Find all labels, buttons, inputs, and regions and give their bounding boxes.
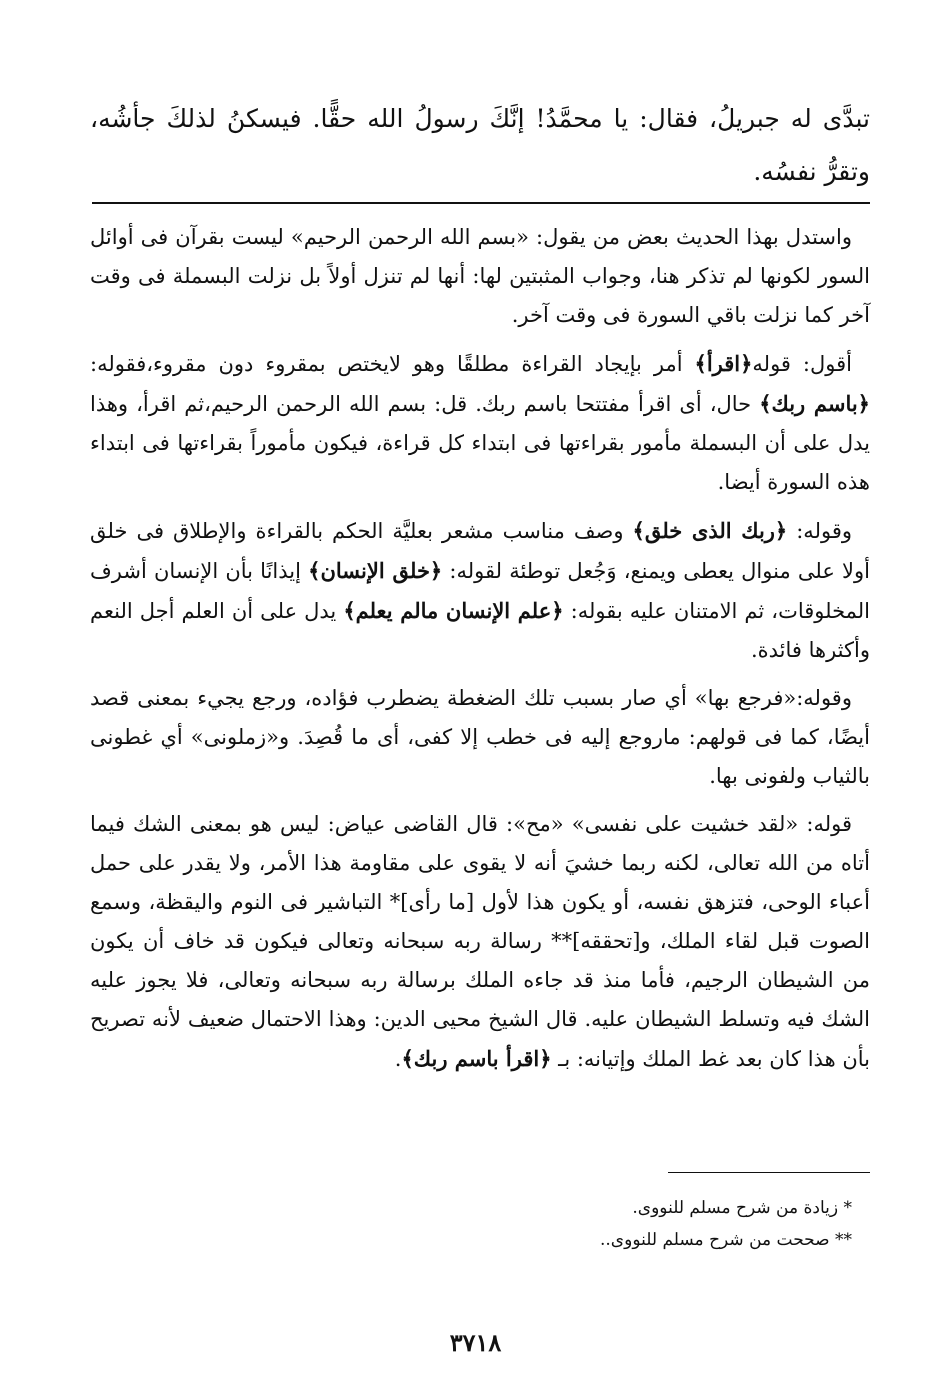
footnote: ** صححت من شرح مسلم للنووى.. xyxy=(600,1230,852,1250)
quran-quote: ﴿علم الإنسان مالم يعلم﴾ xyxy=(343,598,564,623)
footnote: * زيادة من شرح مسلم للنووى. xyxy=(632,1198,852,1218)
text-segment: قوله: «لقد خشيت على نفسى» «مح»: قال القاضى عياض: ليس هو بمعنى الشك فيما أتاه من الله تعالى، لكنه ربما خشيَ أنه لا يقوى على مقاومة هذا الأمر، ولا يقدر على حمل أعباء الوحى، فتزهق نفسه، أو يكون هذا لأول [ما رأى]* التباشير فى النوم واليقظة، وسمع الصوت قبل لقاء الملك، و[تحققه]** رسالة ربه سبحانه وتعالى فيكون قد خاف أن يكون من الشيطان الرجيم، فأما منذ قد جاءه الملك برسالة ربه سبحانه وتعالى، فلا يجوز عليه الشك فيه وتسلط الشيطان عليه. قال الشيخ محيى الدين: وهذا الاحتمال ضعيف لأنه تصريح بأن هذا كان بعد غط الملك وإتيانه: بـ xyxy=(90,812,871,1071)
footnote-rule xyxy=(668,1172,870,1173)
text-segment: إيذانًا بأن الإنسان أشرف المخلوقات، ثم الامتنان عليه بقوله: xyxy=(90,559,871,623)
text-segment: واستدل بهذا الحديث بعض من يقول: «بسم الله الرحمن الرحيم» ليست بقرآن فى أوائل السور لكونها لم تذكر هنا، وجواب المثبتين لها: أنها لم تنزل أولاً بل نزلت البسملة فى وقت آخر كما نزلت باقي السورة فى وقت آخر. xyxy=(90,225,870,327)
quran-quote: ﴿اقرأ﴾ xyxy=(694,351,753,376)
quran-quote: ﴿باسم ربك﴾ xyxy=(759,391,870,416)
separator-rule xyxy=(92,202,870,204)
page-number: ٣٧١٨ xyxy=(449,1328,502,1357)
text-segment: حال، أى اقرأ مفتتحا باسم ربك. قل: بسم الله الرحمن الرحيم،ثم اقرأ، وهذا يدل على أن البسملة مأمور بقراءتها فى ابتداء كل قراءة، فيكون مأموراً بقراءتها فى ابتداء هذه السورة أيضا. xyxy=(90,392,870,494)
commentary xyxy=(90,218,870,1088)
text-segment: وقوله:«فرجع بها» أي صار بسبب تلك الضغطة يضطرب فؤاده، ورجع يجيء بمعنى قصد أيضًا، كما فى قولهم: ماروجع إليه فى خطب إلا كفى، أى ما قُصِدَ. و«زملونى» أي غطونى بالثياب ولفونى بها. xyxy=(90,686,870,788)
paragraph xyxy=(90,805,870,1079)
text-segment: يدل على أن العلم أجل النعم وأكثرها فائدة. xyxy=(90,599,870,662)
paragraph xyxy=(90,218,870,335)
paragraph xyxy=(90,344,870,502)
text-segment: . xyxy=(394,1047,402,1071)
footnotes xyxy=(90,1192,852,1256)
quran-quote: ﴿اقرأ باسم ربك﴾ xyxy=(401,1046,552,1071)
text-segment: أمر بإيجاد القراءة مطلقًا وهو لايختص بمقروء دون مقروء،فقوله: xyxy=(90,352,695,376)
paragraph xyxy=(90,679,870,796)
quran-quote: ﴿ربك الذى خلق﴾ xyxy=(632,518,788,543)
text-segment: وصف مناسب مشعر بعليَّة الحكم بالقراءة والإطلاق فى خلق أولا على منوال يعطى ويمنع، وَجُعل توطئة لقوله: xyxy=(90,519,870,583)
paragraph xyxy=(90,511,870,670)
hadith-text: تبدَّى له جبريلُ، فقال: يا محمَّدُ! إنَّكَ رسولُ الله حقًّا. فيسكنُ لذلكَ جأشُه، وتقرُّ نفسُه. xyxy=(90,104,870,186)
text-segment: وقوله: xyxy=(787,519,852,543)
text-segment: أقول: قوله xyxy=(752,352,852,376)
quran-quote: ﴿خلق الإنسان﴾ xyxy=(308,558,443,583)
